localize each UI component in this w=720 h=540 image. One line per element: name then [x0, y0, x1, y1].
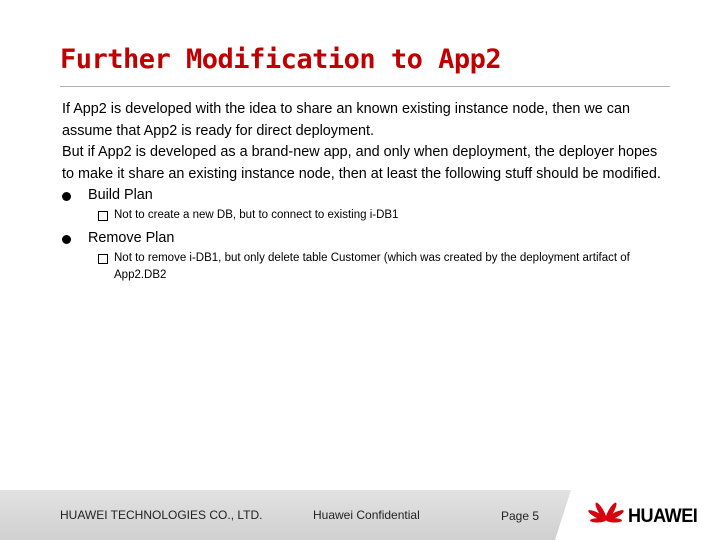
paragraph-2: But if App2 is developed as a brand-new app, and only when deployment, the deployer hopes to make it share an existing instance node, then at least the following stuff should be modified.	[62, 144, 661, 182]
footer-page-number: Page 5	[501, 509, 540, 523]
sub-bullet-text: Not to create a new DB, but to connect to existing i-DB1	[114, 208, 399, 221]
bullet-label: Build Plan	[88, 187, 153, 203]
filled-circle-bullet-icon	[62, 192, 71, 201]
slide-title: Further Modification to App2	[60, 44, 502, 75]
huawei-logo-icon	[588, 499, 624, 531]
filled-circle-bullet-icon	[62, 235, 71, 244]
sub-bullet-build-plan	[98, 207, 672, 225]
bullet-label: Remove Plan	[88, 230, 175, 246]
footer-confidential: Huawei Confidential	[313, 508, 420, 522]
hollow-square-bullet-icon	[98, 211, 108, 221]
paragraph-1: If App2 is developed with the idea to share an known existing instance node, then we can assume that App2 is ready for direct deployment.	[62, 101, 631, 139]
sub-bullet-text: Not to remove i-DB1, but only delete table Customer (which was created by the deployment artifact of App2.DB2	[114, 251, 630, 281]
bullet-item-remove-plan	[62, 228, 672, 250]
slide-body	[62, 99, 672, 289]
footer-company: HUAWEI TECHNOLOGIES CO., LTD.	[60, 508, 263, 522]
huawei-logo-text: HUAWEI	[628, 506, 698, 527]
hollow-square-bullet-icon	[98, 254, 108, 264]
sub-bullet-remove-plan	[98, 250, 672, 285]
title-divider	[60, 86, 670, 87]
bullet-item-build-plan	[62, 185, 672, 207]
